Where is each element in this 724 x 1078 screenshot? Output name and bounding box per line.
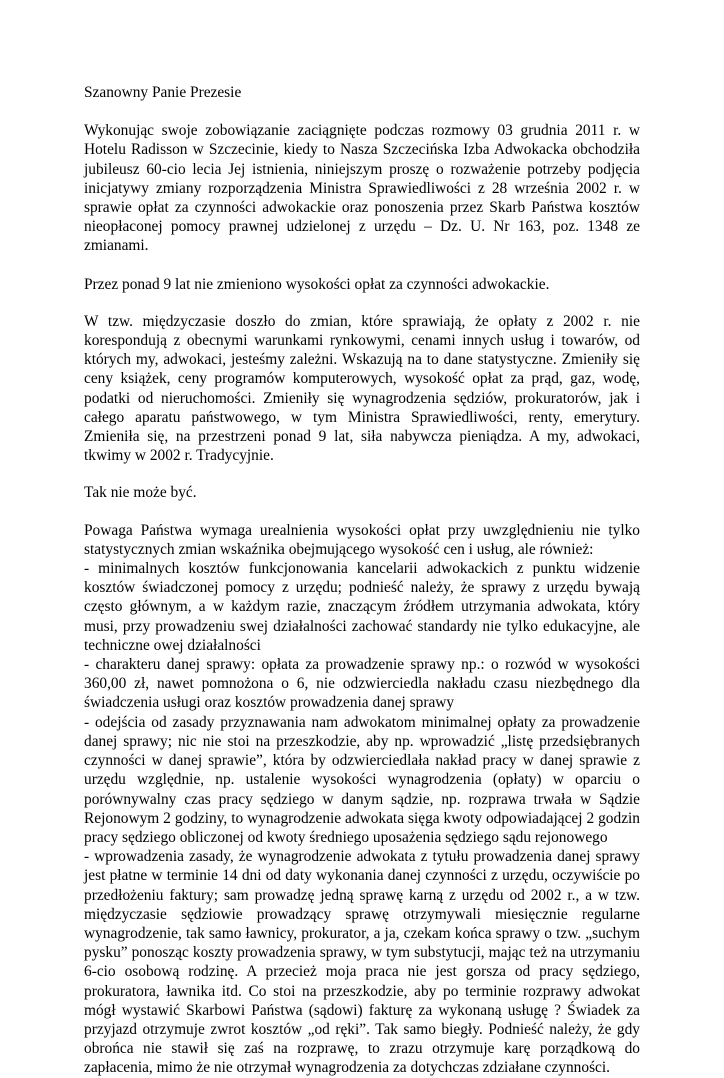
list-item: - odejścia od zasady przyznawania nam adwokatom minimalnej opłaty za prowadzenie danej sprawy; nic nie stoi na przeszkodzie, aby np. wprowadzić „listę przedsiębranych czynności w danej sprawie”, która by odzwierciedlała nakład pracy w danej sprawie z urzędu względnie, np. ustalenie wysokości wynagrodzenia (opłaty) w oparciu o porównywalny czas pracy sędziego w danym sądzie, np. rozprawa trwała w Sądzie Rejonowym 2 godziny, to wynagrodzenie adwokata sięga kwoty odpowiadającej 2 godzin pracy sędziego obliczonej od kwoty średniego uposażenia sędziego sądu rejonowego (84, 713, 640, 846)
paragraph-request: Wykonując swoje zobowiązanie zaciągnięte podczas rozmowy 03 grudnia 2011 r. w Hotelu Radisson w Szczecinie, kiedy to Nasza Szczecińska Izba Adwokacka obchodziła jubileusz 60-cio lecia Jej istnienia, niniejszym proszę o rozważenie potrzeby podjęcia inicjatywy zmiany rozporządzenia Ministra Sprawiedliwości z 28 września 2002 r. w sprawie opłat za czynności adwokackie oraz ponoszenia przez Skarb Państwa kosztów nieopłaconej pomocy prawnej udzielonej z urzędu – Dz. U. Nr 163, poz. 1348 ze zmianami. (84, 122, 640, 255)
letter-greeting: Szanowny Panie Prezesie (84, 84, 242, 101)
list-item: - minimalnych kosztów funkcjonowania kancelarii adwokackich z punktu widzenie kosztów świadczonej pomocy z urzędu; podnieść należy, że sprawy z urzędu bywają często głównym, a w każdym razie, znaczącym źródłem utrzymania adwokata, który musi, przy prowadzeniu swej działalności zachować standardy nie tylko edukacyjne, ale techniczne owej działalności (84, 560, 640, 654)
postulates-list (84, 559, 640, 1077)
paragraph-changes: W tzw. międzyczasie doszło do zmian, które sprawiają, że opłaty z 2002 r. nie korespondują z obecnymi warunkami rynkowymi, cenami innych usług i towarów, od których my, adwokaci, jesteśmy zależni. Wskazują na to dane statystyczne. Zmieniły się ceny książek, ceny programów komputerowych, wysokość opłat za prąd, gaz, wodę, podatki od nieruchomości. Zmieniły się wynagrodzenia sędziów, prokuratorów, jak i całego aparatu państwowego, w tym Ministra Sprawiedliwości, renty, emerytury. Zmieniła się, na przestrzeni ponad 9 lat, siła nabywcza pieniądza. A my, adwokaci, tkwimy w 2002 r. Tradycyjnie. (84, 312, 640, 465)
paragraph-state-dignity: Powaga Państwa wymaga urealnienia wysokości opłat przy uwzględnieniu nie tylko statystycznych zmian wskaźnika obejmującego wysokość cen i usług, ale również: (84, 521, 640, 558)
paragraph-statement: Tak nie może być. (84, 484, 197, 502)
list-item: - charakteru danej sprawy: opłata za prowadzenie sprawy np.: o rozwód w wysokości 360,00 zł, nawet pomnożona o 6, nie odzwierciedla nakładu czasu niezbędnego dla świadczenia usługi oraz kosztów prowadzenia danej sprawy (84, 656, 640, 712)
paragraph-nine-years: Przez ponad 9 lat nie zmieniono wysokości opłat za czynności adwokackie. (84, 275, 550, 293)
list-item: - wprowadzenia zasady, że wynagrodzenie adwokata z tytułu prowadzenia danej sprawy jest płatne w terminie 14 dni od daty wykonania danej czynności z urzędu, oczywiście po przedłożeniu faktury; sam prowadzę jedną sprawę karną z urzędu od 2002 r., a w tzw. międzyczasie sędziowie prowadzący sprawę otrzymywali miesięcznie regularne wynagrodzenie, tak samo ławnicy, prokurator, a ja, czekam końca sprawy o tzw. „suchym pysku” ponosząc koszty prowadzenia sprawy, w tym substytucji, mając też na utrzymaniu 6-cio osobową rodzinę. A przecież moja praca nie jest gorsza od pracy sędziego, prokuratora, ławnika itd. Co stoi na przeszkodzie, aby po terminie rozprawy adwokat mógł wystawić Skarbowi Państwa (sądowi) fakturę za wykonaną usługę ? Świadek za przyjazd otrzymuje zwrot kosztów „od ręki”. Tak samo biegły. Podnieść należy, że gdy obrońca nie stawił się zaś na rozprawę, to zrazu otrzymuje karę porządkową do zapłacenia, mimo że nie otrzymał wynagrodzenia za dotychczas zdziałane czynności. (84, 848, 640, 1077)
